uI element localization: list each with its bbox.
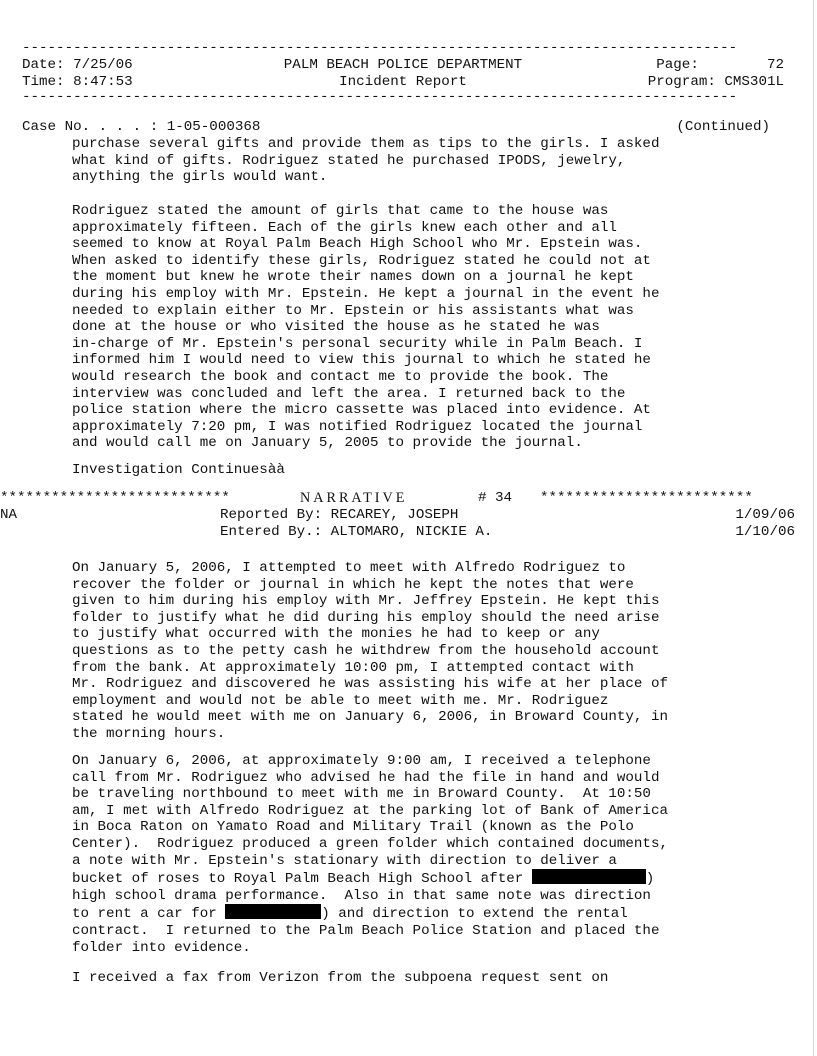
narrative-title: NARRATIVE — [300, 490, 408, 506]
paragraph-journal: Rodriguez stated the amount of girls that came to the house was approximately fifteen. Each of the girls knew each other and all seemed to know at Royal Palm Beach High School who Mr. Epstein was. When asked to identify these girls, Rodriguez stated he could not at the moment but knew he wrote their names down on a journal he kept during his employ with Mr. Epstein. He kept a journal in the event he needed to explain either to Mr. Epstein or his assistants what was done at the house or who visited the house as he stated he was in-charge of Mr. Epstein's personal security while in Palm Beach. I informed him I would need to view this journal to which he stated he would research the book and contact me to provide the book. The interview was concluded and left the area. I returned back to the police station where the micro cassette was placed into evidence. At approximately 7:20 pm, I was notified Rodriguez located the journal and would call me on January 5, 2005 to provide the journal. — [72, 203, 660, 452]
reported-row — [0, 507, 795, 524]
text-line: be traveling northbound to meet with me in Broward County. At 10:50 — [72, 786, 651, 803]
text-line: in Boca Raton on Yamato Road and Military Trail (known as the Polo — [72, 819, 634, 836]
text-line: On January 6, 2006, at approximately 9:00 am, I received a telephone — [72, 753, 651, 769]
paragraph-verizon-fax: I received a fax from Verizon from the subpoena request sent on — [72, 970, 609, 986]
department-name: PALM BEACH POLICE DEPARTMENT — [283, 57, 523, 73]
page-edge-shadow — [813, 0, 814, 1056]
page-label: Page: — [656, 57, 699, 73]
redaction-box — [532, 869, 646, 884]
narrative-stars-right: ************************* — [540, 490, 753, 506]
reported-by: Reported By: RECAREY, JOSEPH — [220, 507, 459, 523]
narrative-number: # 34 — [478, 490, 513, 506]
date-label: Date: — [22, 57, 65, 73]
text-fragment: ) — [645, 871, 655, 888]
paragraph-january-6 — [72, 753, 772, 956]
date-value: 7/25/06 — [73, 57, 133, 73]
narrative-banner — [0, 490, 800, 507]
header-row-1 — [22, 57, 784, 74]
text-line: am, I met with Alfredo Rodriguez at the parking lot of Bank of America — [72, 802, 668, 819]
entered-row — [0, 524, 795, 541]
text-line: folder into evidence. — [72, 939, 251, 956]
text-fragment: ) and direction to extend the rental — [321, 906, 628, 923]
text-fragment: a note with Mr. Epstein's stationary with direction to deliver a — [72, 852, 617, 869]
reported-date: 1/09/06 — [735, 507, 795, 523]
text-fragment: bucket of roses to Royal Palm Beach High School after — [72, 871, 532, 888]
text-line: contract. I returned to the Palm Beach Police Station and placed the — [72, 922, 660, 939]
narrative-code: NA — [0, 507, 18, 523]
continued-note: (Continued) — [676, 119, 770, 135]
case-number: Case No. . . . : 1-05-000368 — [22, 119, 261, 135]
text-line: high school drama performance. Also in that same note was direction — [72, 887, 651, 904]
paragraph-gifts: purchase several gifts and provide them as tips to the girls. I asked what kind of gifts. Rodriguez stated he purchased IPODS, jewelry, anything the girls would want. — [72, 136, 660, 186]
paragraph-january-5: On January 5, 2006, I attempted to meet with Alfredo Rodriguez to recover the folder or journal in which he kept the notes that were given to him during his employ with Mr. Jeffrey Epstein. He kept this folder to justify what he did during his employ should the need arise to justify what occurred with the monies he had to keep or any questions as to the petty cash he withdrew from the household account from the bank. At approximately 10:00 pm, I attempted contact with Mr. Rodriguez and discovered he was assisting his wife at her place of employment and would not be able to meet with me. Mr. Rodriguez stated he would meet with me on January 6, 2006, in Broward County, in the morning hours. — [72, 560, 668, 742]
case-row — [22, 119, 784, 136]
time-value: 8:47:53 — [73, 74, 133, 90]
program-value: CMS301L — [724, 74, 784, 90]
text-line — [72, 853, 772, 870]
time-label: Time: — [22, 74, 65, 90]
header-rule-bottom: ------------------------------------------------------------------------------------ — [22, 89, 738, 105]
page-number: 72 — [766, 57, 784, 73]
text-fragment: to rent a car for — [72, 906, 226, 923]
text-line: Center). Rodriguez produced a green folder which contained documents, — [72, 835, 668, 852]
text-line: call from Mr. Rodriguez who advised he had the file in hand and would — [72, 769, 660, 786]
text-line-with-redaction — [72, 869, 772, 888]
entered-date: 1/10/06 — [735, 524, 795, 540]
header-rule-top: ------------------------------------------------------------------------------------ — [22, 40, 738, 56]
report-type: Incident Report — [339, 74, 467, 90]
paragraph-investigation-continues: Investigation Continuesàà — [72, 462, 285, 478]
redaction-box — [225, 904, 321, 919]
program-label: Program: — [647, 74, 716, 90]
narrative-stars-left: *************************** — [0, 490, 230, 506]
text-line-with-redaction — [72, 904, 772, 923]
entered-by: Entered By.: ALTOMARO, NICKIE A. — [220, 524, 493, 540]
page-field — [656, 57, 784, 74]
